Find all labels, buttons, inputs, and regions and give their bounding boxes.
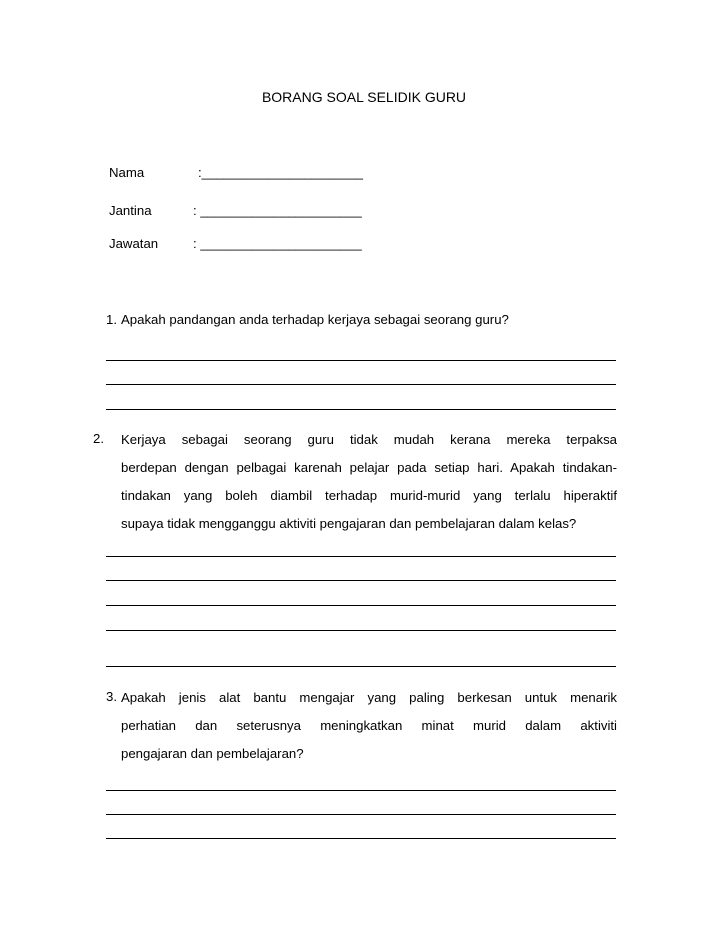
answer-line[interactable] [106, 814, 616, 815]
question-2-line: supaya tidak mengganggu aktiviti pengajaran dan pembelajaran dalam kelas? [121, 516, 577, 531]
answer-line[interactable] [106, 409, 616, 410]
answer-line[interactable] [106, 605, 616, 606]
answer-line[interactable] [106, 666, 616, 667]
question-2-line: tindakan yang boleh diambil terhadap murid-murid yang terlalu hiperaktif [121, 488, 617, 503]
answer-line[interactable] [106, 838, 616, 839]
page-title: BORANG SOAL SELIDIK GURU [261, 89, 467, 105]
question-3-text [121, 684, 617, 768]
field-jawatan-value[interactable]: : ______________________ [193, 236, 362, 251]
answer-line[interactable] [106, 556, 616, 557]
field-jawatan-label: Jawatan [109, 236, 159, 251]
field-jantina-value[interactable]: : ______________________ [193, 203, 362, 218]
question-2-text [121, 426, 617, 538]
question-1-text: Apakah pandangan anda terhadap kerjaya sebagai seorang guru? [121, 312, 509, 327]
question-3-line: Apakah jenis alat bantu mengajar yang paling berkesan untuk menarik [121, 690, 617, 705]
question-1-number: 1. [106, 312, 117, 327]
answer-line[interactable] [106, 790, 616, 791]
question-3-line: pengajaran dan pembelajaran? [121, 746, 304, 761]
field-jantina-label: Jantina [109, 203, 152, 218]
field-nama-value[interactable]: :______________________ [198, 165, 364, 180]
answer-line[interactable] [106, 630, 616, 631]
answer-line[interactable] [106, 360, 616, 361]
question-2-line: Kerjaya sebagai seorang guru tidak mudah kerana mereka terpaksa [121, 432, 617, 447]
question-3-line: perhatian dan seterusnya meningkatkan minat murid dalam aktiviti [121, 718, 617, 733]
field-nama-label: Nama [109, 165, 145, 180]
answer-line[interactable] [106, 580, 616, 581]
question-2-line: berdepan dengan pelbagai karenah pelajar pada setiap hari. Apakah tindakan- [121, 460, 617, 475]
answer-line[interactable] [106, 384, 616, 385]
question-2-number: 2. [93, 431, 104, 446]
question-3-number: 3. [106, 689, 117, 704]
